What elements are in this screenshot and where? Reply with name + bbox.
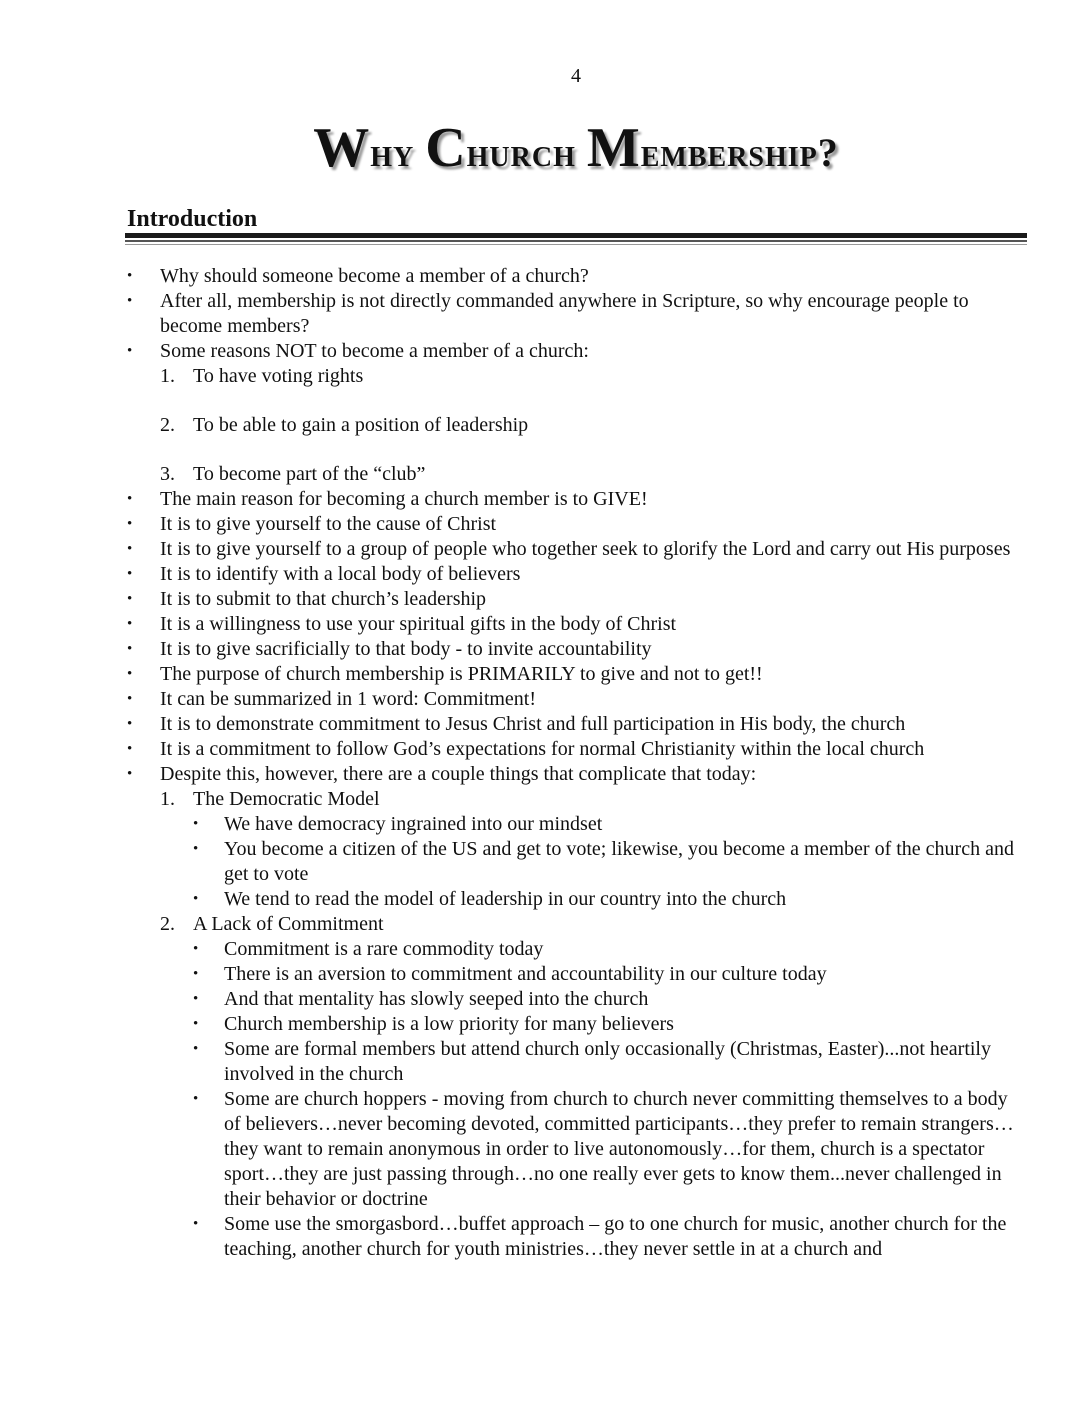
sub-list-item xyxy=(127,887,1029,912)
document-body xyxy=(127,264,1029,1262)
list-item-text: The main reason for becoming a church member is to GIVE! xyxy=(160,488,648,510)
list-item-text: It is a commitment to follow God’s expectations for normal Christianity within the local church xyxy=(160,738,925,760)
list-item-text: After all, membership is not directly commanded anywhere in Scripture, so why encourage people to become members? xyxy=(160,290,969,337)
section-rule-hairline xyxy=(125,244,1027,245)
list-item-text: It is to identify with a local body of believers xyxy=(160,563,521,585)
bullet-icon: • xyxy=(193,1041,199,1057)
bullet-icon: • xyxy=(127,293,133,309)
list-item-text: It is to give yourself to a group of people who together seek to glorify the Lord and carry out His purposes xyxy=(160,538,1011,560)
list-item-text: Despite this, however, there are a couple things that complicate that today: xyxy=(160,763,757,785)
section-rule-thin xyxy=(125,240,1027,242)
sub-list-item xyxy=(127,987,1029,1012)
bullet-icon: • xyxy=(193,1216,199,1232)
section-rule xyxy=(125,233,1027,238)
list-item xyxy=(127,562,1029,587)
item-number: 3. xyxy=(160,463,175,485)
bullet-icon: • xyxy=(193,1091,199,1107)
numbered-item-text: The Democratic Model xyxy=(193,788,380,810)
list-item xyxy=(127,264,1029,289)
item-number: 1. xyxy=(160,788,175,810)
sub-list-item xyxy=(127,837,1029,887)
numbered-item xyxy=(127,364,1029,389)
list-item xyxy=(127,612,1029,637)
bullet-icon: • xyxy=(127,516,133,532)
list-item xyxy=(127,537,1029,562)
bullet-icon: • xyxy=(127,541,133,557)
title-c-cap: C xyxy=(425,117,467,179)
sub-list-item xyxy=(127,937,1029,962)
numbered-item xyxy=(127,912,1029,937)
sub-list-item xyxy=(127,1012,1029,1037)
list-item xyxy=(127,712,1029,737)
item-number: 2. xyxy=(160,913,175,935)
numbered-item xyxy=(127,787,1029,812)
bullet-icon: • xyxy=(193,841,199,857)
numbered-item-text: To become part of the “club” xyxy=(193,463,426,485)
list-item-text: It is to give yourself to the cause of Christ xyxy=(160,513,497,535)
sub-list-item-text: Some are formal members but attend church only occasionally (Christmas, Easter)...not heartily involved in the church xyxy=(224,1038,991,1085)
page-title xyxy=(0,118,1088,183)
sub-list-item xyxy=(127,1087,1029,1212)
title-m-rest: embership? xyxy=(640,130,839,175)
bullet-icon: • xyxy=(193,991,199,1007)
bullet-icon: • xyxy=(193,941,199,957)
sub-list-item-text: Commitment is a rare commodity today xyxy=(224,938,544,960)
bullet-icon: • xyxy=(127,641,133,657)
bullet-icon: • xyxy=(127,343,133,359)
title-c-rest: hurch xyxy=(466,130,587,175)
bullet-icon: • xyxy=(127,591,133,607)
sub-list-item-text: Some are church hoppers - moving from church to church never committing themselves to a body of believers…never becoming devoted, committed participants…they prefer to remain strangers…they want to remain anonymous in order to live autonomously…for them, church is a spectator sport…they are just passing through…no one really ever gets to know them...never challenged in their behavior or doctrine xyxy=(224,1088,1014,1210)
sub-list-item-text: We have democracy ingrained into our mindset xyxy=(224,813,603,835)
bullet-icon: • xyxy=(193,816,199,832)
list-item xyxy=(127,339,1029,364)
bullet-icon: • xyxy=(193,1016,199,1032)
list-item xyxy=(127,737,1029,762)
list-item-text: The purpose of church membership is PRIMARILY to give and not to get!! xyxy=(160,663,763,685)
list-item xyxy=(127,762,1029,787)
list-item-text: It is to submit to that church’s leadership xyxy=(160,588,487,610)
list-item-text: Why should someone become a member of a church? xyxy=(160,265,589,287)
sub-list-item xyxy=(127,1212,1029,1262)
item-number: 1. xyxy=(160,365,175,387)
bullet-icon: • xyxy=(127,716,133,732)
numbered-item xyxy=(127,462,1029,487)
list-item-text: It is to demonstrate commitment to Jesus Christ and full participation in His body, the church xyxy=(160,713,906,735)
sub-list-item-text: Some use the smorgasbord…buffet approach – go to one church for music, another church for the teaching, another church for youth ministries…they never settle in at a church and xyxy=(224,1213,1007,1260)
bullet-icon: • xyxy=(127,491,133,507)
title-m-cap: M xyxy=(586,117,641,179)
sub-list-item-text: We tend to read the model of leadership in our country into the church xyxy=(224,888,787,910)
sub-list-item-text: There is an aversion to commitment and accountability in our culture today xyxy=(224,963,827,985)
numbered-item-text: To have voting rights xyxy=(193,365,364,387)
sub-list-item xyxy=(127,962,1029,987)
bullet-icon: • xyxy=(127,741,133,757)
sub-list-item-text: And that mentality has slowly seeped into the church xyxy=(224,988,649,1010)
numbered-item-text: A Lack of Commitment xyxy=(193,913,384,935)
sub-list-item-text: Church membership is a low priority for many believers xyxy=(224,1013,674,1035)
numbered-item-text: To be able to gain a position of leadership xyxy=(193,414,529,436)
title-w-cap: W xyxy=(313,117,371,179)
bullet-icon: • xyxy=(127,268,133,284)
list-item-text: Some reasons NOT to become a member of a church: xyxy=(160,340,589,362)
list-item xyxy=(127,637,1029,662)
bullet-icon: • xyxy=(127,666,133,682)
bullet-icon: • xyxy=(193,966,199,982)
sub-list-item xyxy=(127,1037,1029,1087)
list-item xyxy=(127,587,1029,612)
list-item xyxy=(127,512,1029,537)
section-heading: Introduction xyxy=(127,206,258,232)
sub-list-item-text: You become a citizen of the US and get to vote; likewise, you become a member of the church and get to vote xyxy=(224,838,1014,885)
item-number: 2. xyxy=(160,414,175,436)
list-item xyxy=(127,687,1029,712)
bullet-icon: • xyxy=(127,566,133,582)
page-number: 4 xyxy=(571,65,581,87)
bullet-icon: • xyxy=(193,891,199,907)
list-item xyxy=(127,289,1029,339)
list-item-text: It is a willingness to use your spiritual gifts in the body of Christ xyxy=(160,613,677,635)
numbered-item xyxy=(127,413,1029,438)
bullet-icon: • xyxy=(127,766,133,782)
list-item xyxy=(127,487,1029,512)
sub-list-item xyxy=(127,812,1029,837)
bullet-icon: • xyxy=(127,616,133,632)
bullet-icon: • xyxy=(127,691,133,707)
list-item xyxy=(127,662,1029,687)
list-item-text: It is to give sacrificially to that body - to invite accountability xyxy=(160,638,652,660)
title-w-rest: hy xyxy=(370,130,426,175)
list-item-text: It can be summarized in 1 word: Commitment! xyxy=(160,688,537,710)
